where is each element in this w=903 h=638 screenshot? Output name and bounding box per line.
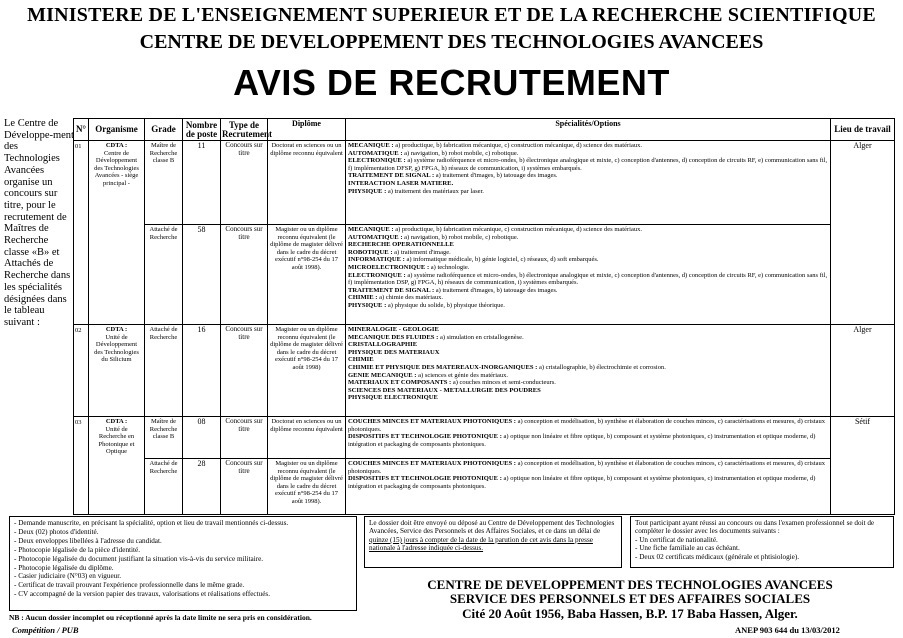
specialty-key: INTERACTION LASER MATIERE. [348,179,454,187]
document-item: - Demande manuscrite, en précisant la spécialité, option et lieu de travail mentionnés ci-dessus. [14,519,289,527]
specialty-key: MICROELECTRONIQUE : [348,263,430,271]
type-cell: Concours sur titre [221,141,268,225]
grade-cell: Attaché de Recherche [145,325,183,417]
document-item: - Deux (02) photos d'identité. [14,527,99,536]
specialty-options: a) chimie des matériaux. [377,294,444,302]
col-diplome: Diplôme [268,119,346,141]
specialty-entry [348,334,828,342]
specialty-options: a) optique non linéaire et fibre optique, b) composant et système photoniques, c) instrumentation et optique moderne, d) intégration et packaging de composants photoniques. [348,433,816,448]
specialty-entry [348,150,828,158]
specialty-options: a) productique, b) fabrication mécanique, c) construction mécanique, d) science des matériaux. [393,226,642,233]
table-row [74,459,895,515]
page-title: AVIS DE RECRUTEMENT [233,62,670,103]
col-type: Type de Recrutement [222,119,272,139]
specialty-options: a) simulation en cristallogenèse. [438,333,524,341]
type-cell: Concours sur titre [221,325,268,417]
document-item: - Certificat de travail prouvant l'expérience professionnelle dans le même grade. [14,581,245,590]
row-number: 02 [74,325,89,417]
specialites-cell [346,225,831,325]
specialty-options: a) conception et modélisation, b) synthèse et élaboration de couches minces, c) caractérisations et mesures, d) cristaux photoniques. [348,418,825,433]
organisme-cell [89,141,145,325]
nb-notice: NB : Aucun dossier incomplet ou réceptionné après la date limite ne sera pris en considération. [9,613,312,622]
specialty-entry [348,264,828,272]
grade-cell: Maître de Recherche classe B [145,141,183,225]
organisme-name: Unité de Développement des Technologies du Silicium [94,333,139,364]
table-row [74,417,895,459]
table-row [74,325,895,417]
organisme-cell [89,325,145,417]
organisme-title: CDTA : [105,418,128,425]
diplome-cell: Magister ou un diplôme reconnu équivalent (le diplôme de magister délivré dans le cadre du décret exécutif n°98-254 du 17 août 1998) [268,325,346,417]
specialty-key: ROBOTIQUE : [348,248,393,256]
additional-documents-box [630,516,894,568]
diplome-cell: Magister ou un diplôme reconnu équivalent (le diplôme de magister délivré dans le cadre du décret exécutif n°98-254 du 17 août 1998). [268,459,346,515]
specialty-entry [348,142,828,150]
row-number: 01 [74,141,89,325]
table-row [74,225,895,325]
specialty-entry [348,234,828,242]
submission-deadline: quinze (15) jours à compter de la date de la parution de cet avis dans la presse nationale à l'adresse indiquée ci-dessus. [369,535,593,553]
submission-text: Le dossier doit être envoyé ou déposé au Centre de Développement des Technologies Avancées, Service des Personnels et des Affaires Sociales, et ce dans un délai de [369,519,615,536]
specialty-key: RECHERCHE OPERATIONNELLE [348,241,454,249]
specialty-entry [348,188,828,196]
positions-table [73,118,895,515]
specialty-options: a) système radioférquence et micro-ondes, b) électronique analogique et mixte, c) conception d'antennes, d) conception de circuits RF, e) communication sans fil, f) implémentation DFSP, g) FPGA, h) réseaux de communication, i) systèmes embarqués. [348,157,828,172]
address-line-1: CENTRE DE DEVELOPPEMENT DES TECHNOLOGIES AVANCEES [427,577,833,592]
specialty-key: PHYSIQUE : [348,187,387,195]
specialty-key: CHIMIE : [348,294,378,302]
document-item: - Une fiche familiale au cas échéant. [635,544,740,553]
submission-info-box [364,516,622,568]
specialty-entry [348,433,828,448]
document-item: - Photocopie légalisée du document justifiant la situation vis-à-vis du service militaire. [14,554,264,563]
table-row [74,141,895,225]
row-number: 03 [74,417,89,515]
specialty-key: MATERIAUX ET COMPOSANTS : [348,379,452,387]
type-cell: Concours sur titre [221,417,268,459]
grade-cell: Attaché de Recherche [145,225,183,325]
specialty-key: PHYSIQUE ELECTRONIQUE [348,394,438,402]
specialites-cell [346,459,831,515]
organisme-title: CDTA : [105,142,128,149]
specialty-entry [348,180,828,188]
specialty-entry [348,249,828,257]
nombre-cell: 11 [183,141,221,225]
specialty-key: DISPOSITIFS ET TECHNOLOGIE PHOTONIQUE : [348,475,502,483]
specialty-entry [348,172,828,180]
specialty-key: CHIMIE ET PHYSIQUE DES MATEREAUX-INORGANIQUES : [348,363,538,371]
specialty-key: AUTOMATIQUE : [348,233,403,241]
grade-cell: Maître de Recherche classe B [145,417,183,459]
specialty-entry [348,475,828,490]
specialty-options: a) optique non linéaire et fibre optique, b) composant et système photoniques, c) instrumentation et optique moderne, d) intégration et packaging de composants photoniques. [348,475,816,490]
specialty-entry [348,302,828,310]
specialty-key: AUTOMATIQUE : [348,149,403,157]
specialty-key: COUCHES MINCES ET MATERIAUX PHOTONIQUES : [348,460,516,467]
diplome-cell: Doctorat en sciences ou un diplôme reconnu équivalent [268,417,346,459]
specialty-entry [348,157,828,172]
col-specialites: Spécialités/Options [346,119,831,141]
center-title: CENTRE DE DEVELOPPEMENT DES TECHNOLOGIES AVANCEES [139,31,764,53]
specialty-key: INFORMATIQUE : [348,256,405,264]
specialites-cell [346,417,831,459]
specialty-options: a) technologie. [429,263,470,271]
specialty-entry [348,379,828,387]
specialty-key: MECANIQUE : [348,142,394,149]
specialty-options: a) cristallographie, b) électrochimie et corrosion. [537,363,666,371]
col-lieu: Lieu de travail [831,119,895,141]
specialty-key: TRAITEMENT DE SIGNAL : [348,286,435,294]
specialty-options: a) informatique médicale, b) génie logiciel, c) réseaux, d) soft embarqués. [404,256,599,264]
specialty-options: a) traitement d'images, b) tatouage des images. [434,286,558,294]
specialty-key: CRISTALLOGRAPHIE [348,341,418,349]
specialty-key: PHYSIQUE DES MATERIAUX [348,348,440,356]
address-line-3: Cité 20 Août 1956, Baba Hassen, B.P. 17 Baba Hassen, Alger. [462,606,798,621]
specialites-cell [346,325,831,417]
required-documents-box [9,516,357,611]
specialty-key: CHIMIE [348,356,374,364]
specialty-key: DISPOSITIFS ET TECHNOLOGIE PHOTONIQUE : [348,433,502,441]
specialty-entry [348,226,828,234]
specialites-cell [346,141,831,225]
specialty-key: GENIE MECANIQUE : [348,371,417,379]
specialty-options: a) physique du solide, b) physique théorique. [386,301,505,309]
specialty-options: a) traitement d'image. [392,248,451,256]
specialty-entry [348,418,828,433]
specialty-entry [348,394,828,402]
document-item: - Photocopie légalisée du diplôme. [14,563,114,572]
specialty-entry [348,272,828,287]
specialty-options: a) couches minces et semi-conducteurs. [451,379,556,387]
type-cell: Concours sur titre [221,225,268,325]
pub-label: Compétition / PUB [12,625,79,635]
col-grade: Grade [145,119,183,141]
specialty-options: a) navigation, b) robot mobile, c) robotique. [402,233,519,241]
specialty-key: MECANIQUE : [348,226,394,233]
diplome-cell: Magister ou un diplôme reconnu équivalent (le diplôme de magister délivré dans le cadre du décret exécutif n°98-254 du 17 août 1998). [268,225,346,325]
organisme-name: Unité de Recherche en Photonique et Optique [98,425,135,456]
specialty-entry [348,294,828,302]
specialty-options: a) navigation, b) robot mobile, c) robotique. [402,149,519,157]
specialty-key: MECANIQUE DES FLUIDES : [348,333,439,341]
organisme-name: Centre de Développement des Technologies Avancées - siège principal - [94,149,139,187]
specialty-options: a) système radioférquence et micro-ondes, b) électronique analogique et mixte, c) conception d'antennes, d) conception de circuits RF, e) communication sans fil, f) implémentation DSP, g) FPGA, h) réseaux de communication, i) systèmes embarqués. [348,271,828,287]
col-nombre: Nombre de poste [183,119,221,141]
document-item: - Photocopie légalisée de la pièce d'identité. [14,545,141,554]
lieu-cell: Alger [831,141,895,325]
specialty-entry [348,460,828,475]
document-item: - Un certificat de nationalité. [635,535,718,544]
anep-reference: ANEP 903 644 du 13/03/2012 [735,625,840,635]
specialty-entry [348,372,828,380]
document-item: - Deux enveloppes libellées à l'adresse du candidat. [14,536,162,545]
nombre-cell: 28 [183,459,221,515]
document-item: - Deux 02 certificats médicaux (générale et phtisiologie). [635,552,800,561]
specialty-options: a) traitement des matériaux par laser. [386,187,484,195]
organisme-title: CDTA : [105,326,128,333]
specialty-entry [348,349,828,357]
specialty-key: ELECTRONIQUE : [348,271,406,279]
specialty-key: PHYSIQUE : [348,301,387,309]
additional-intro: Tout participant ayant réussi au concours ou dans l'examen professionnel se doit de compléter le dossier avec les documents suivants : [635,519,875,536]
specialty-options: a) traitement d'images, b) tatouage des images. [434,172,558,180]
nombre-cell: 16 [183,325,221,417]
specialty-key: MINERALOGIE - GEOLOGIE [348,326,439,333]
specialty-entry [348,364,828,372]
specialty-entry [348,356,828,364]
type-cell: Concours sur titre [221,459,268,515]
intro-text: Le Centre de Développe-ment des Technologies Avancées organise un concours sur titre, pour le recrutement de Maîtres de Recherche classe «B» et Attachés de Recherche dans les spécialités désignées dans le tableau suivant : [4,118,74,328]
document-item: - Casier judiciaire (N°03) en vigueur. [14,572,122,581]
specialty-key: ELECTRONIQUE : [348,157,406,165]
specialty-key: COUCHES MINCES ET MATERIAUX PHOTONIQUES : [348,418,516,425]
diplome-cell: Doctorat en sciences ou un diplôme reconnu équivalent [268,141,346,225]
col-num: N° [74,119,89,141]
organisme-cell [89,417,145,515]
specialty-entry [348,341,828,349]
nombre-cell: 08 [183,417,221,459]
lieu-cell: Sétif [831,417,895,515]
ministry-title: MINISTERE DE L'ENSEIGNEMENT SUPERIEUR ET DE LA RECHERCHE SCIENTIFIQUE [27,4,876,26]
specialty-options: a) conception et modélisation, b) synthèse et élaboration de couches minces, c) caractérisations et mesures, d) cristaux photoniques. [348,460,825,475]
specialty-options: a) sciences et génie des matériaux. [416,371,509,379]
nombre-cell: 58 [183,225,221,325]
document-item: - CV accompagné de la version papier des travaux, valorisations et réalisations effectués. [14,590,270,599]
specialty-entry [348,387,828,395]
specialty-entry [348,256,828,264]
table-header-row [74,119,895,141]
specialty-entry [348,326,828,334]
specialty-entry [348,241,828,249]
address-line-2: SERVICE DES PERSONNELS ET DES AFFAIRES SOCIALES [449,591,811,606]
lieu-cell: Alger [831,325,895,417]
specialty-key: SCIENCES DES MATERIAUX - METALLURGIE DES POUDRES [348,386,541,394]
col-organisme: Organisme [89,119,145,141]
specialty-entry [348,287,828,295]
grade-cell: Attaché de Recherche [145,459,183,515]
specialty-options: a) productique, b) fabrication mécanique, c) construction mécanique, d) science des matériaux. [393,142,642,149]
specialty-key: TRAITEMENT DE SIGNAL : [348,172,435,180]
